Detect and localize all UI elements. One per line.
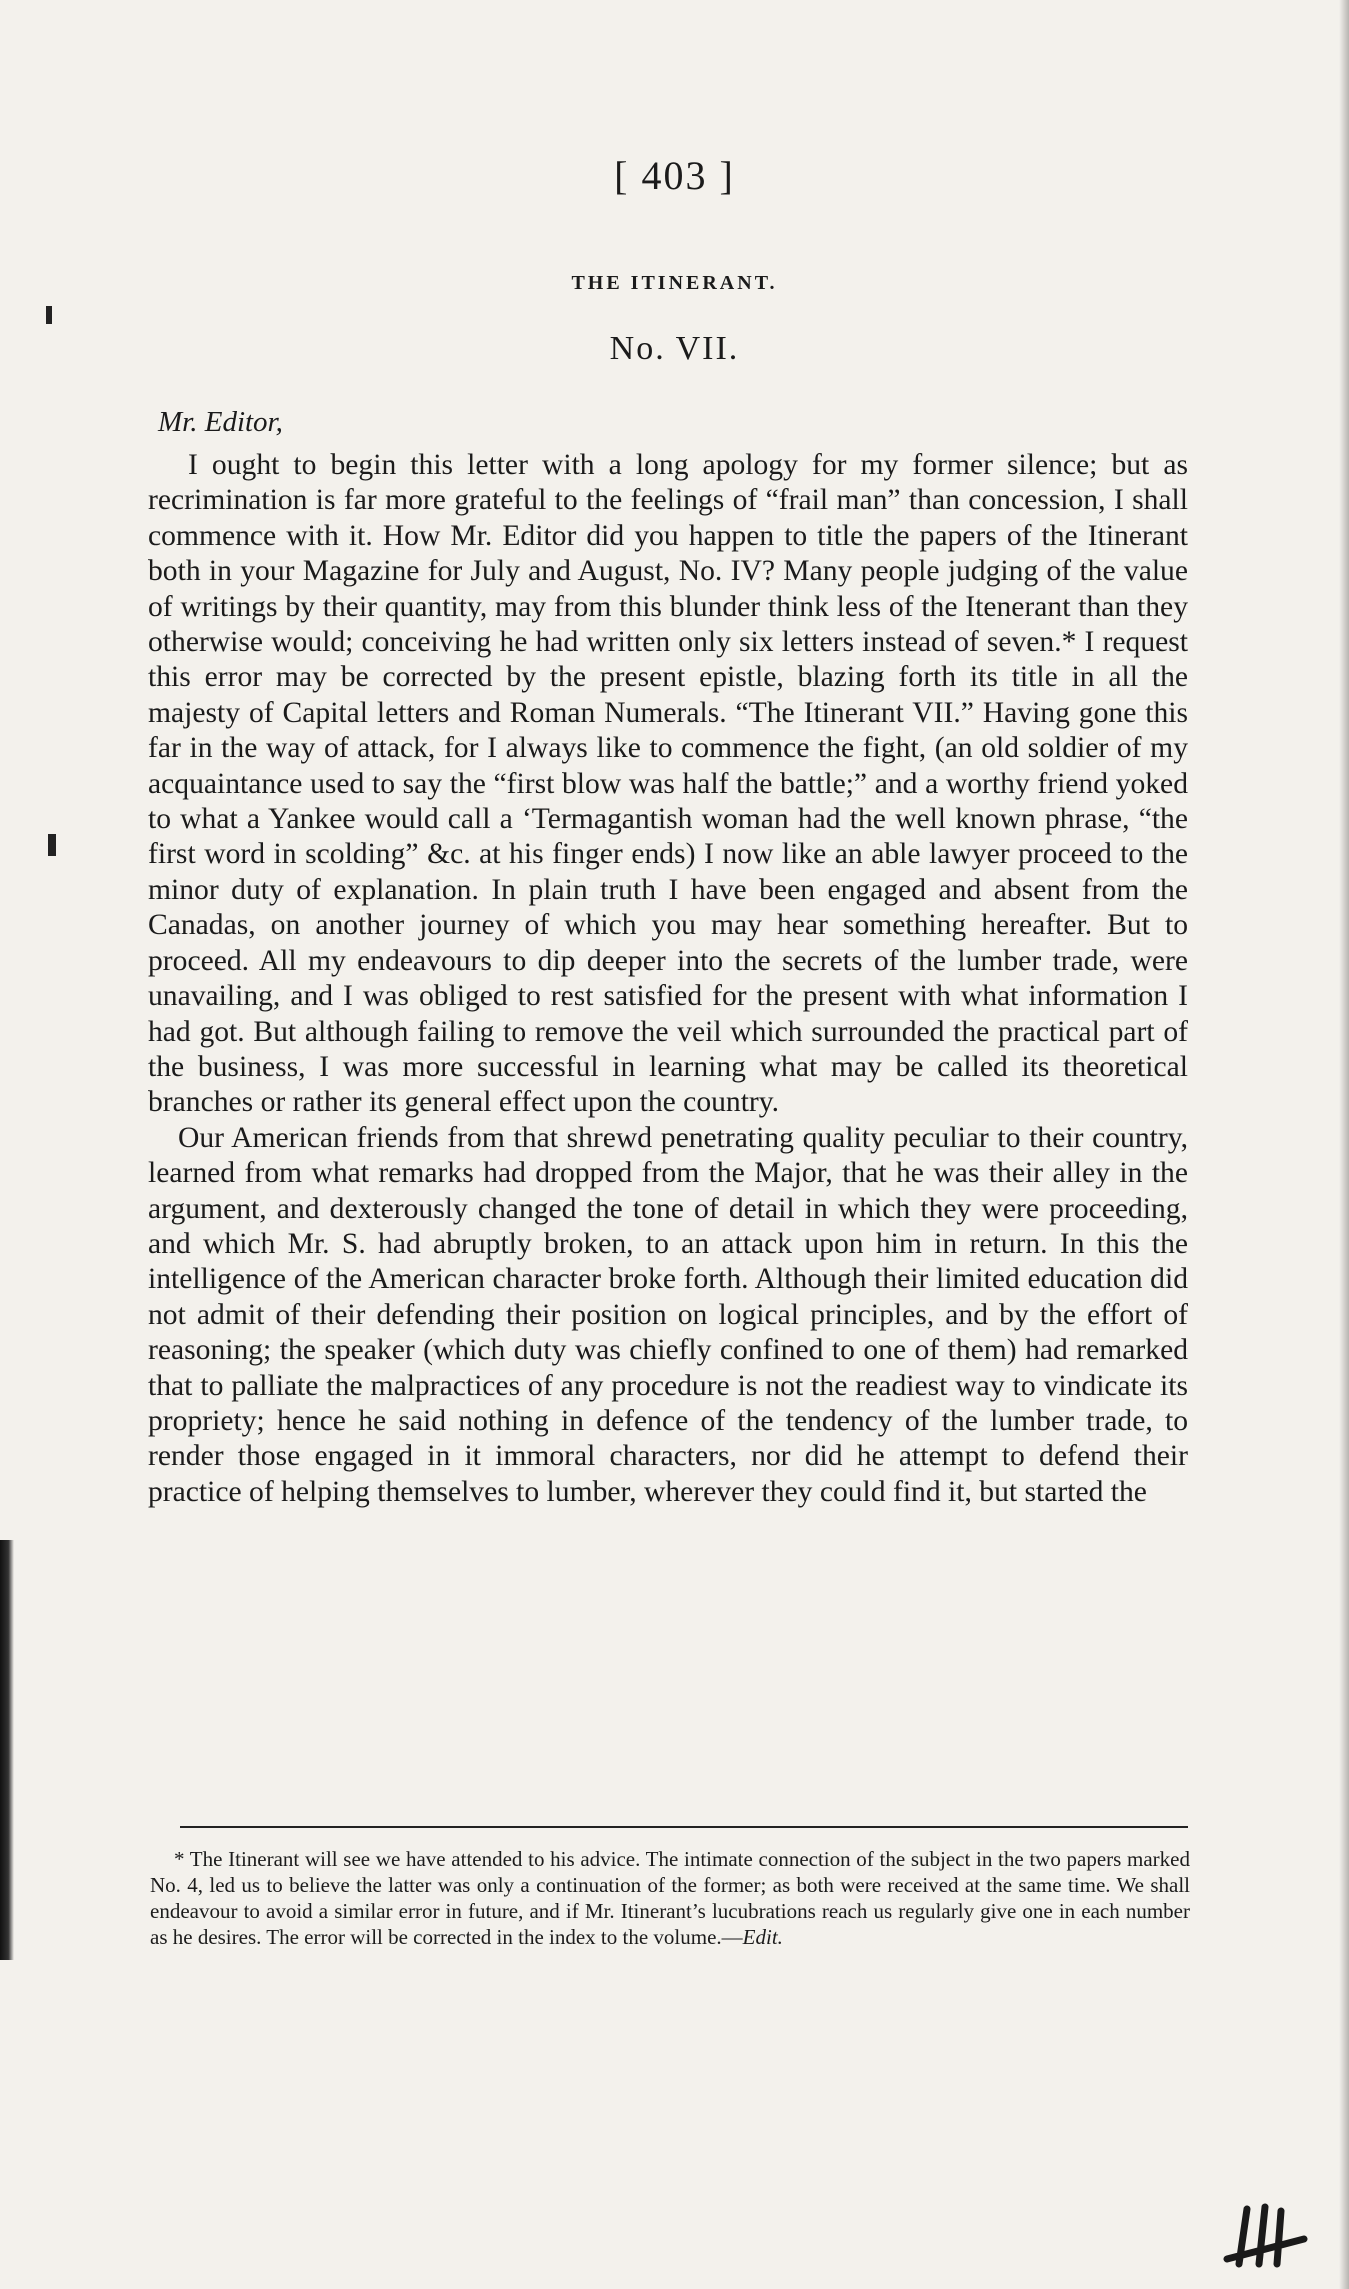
print-speck	[48, 834, 56, 856]
salutation: Mr. Editor,	[158, 406, 283, 438]
section-title: THE ITINERANT.	[571, 272, 778, 294]
article-paragraph: I ought to begin this letter with a long apology for my former silence; but as recrimination is far more grateful to the feelings of “frail man” than concession, I shall commence with it. How Mr. Editor did you happen to title the papers of the Itinerant both in your Magazine for July and August, No. IV? Many people judging of the value of writings by their quantity, may from this blunder think less of the Itenerant than they otherwise would; conceiving he had written only six letters instead of seven.* I request this error may be corrected by the present epistle, blazing forth its title in all the majesty of Capital letters and Roman Numerals. “The Itinerant VII.” Having gone this far in the way of attack, for I always like to commence the fight, (an old soldier of my acquaintance used to say the “first blow was half the battle;” and a worthy friend yoked to what a Yankee would call a ‘Termagantish woman had the well known phrase, “the first word in scolding” &c. at his finger ends) I now like an able lawyer proceed to the minor duty of explanation. In plain truth I have been engaged and absent from the Canadas, on another journey of which you may hear something hereafter. But to proceed. All my endeavours to dip deeper into the secrets of the lumber trade, were unavailing, and I was obliged to rest satisfied for the present with what information I had got. But although failing to remove the veil which surrounded the practical part of the business, I was more successful in learning what may be called its theoretical branches or rather its general effect upon the country.	[148, 449, 1188, 1119]
footnote-rule	[180, 1826, 1188, 1828]
print-speck	[46, 306, 52, 324]
number-heading: No. VII.	[609, 330, 740, 367]
footnote-signature: Edit.	[742, 1925, 783, 1949]
footnote-text: * The Itinerant will see we have attended to his advice. The intimate connection of the subject in the two papers marked No. 4, led us to believe the latter was only a continuation of the former; as both were received at the same time. We shall endeavour to avoid a similar error in future, and if Mr. Itinerant’s lucubrations reach us regularly give one in each number as he desires. The error will be corrected in the index to the volume.—	[150, 1847, 1190, 1949]
article-body	[148, 448, 1188, 1510]
page-number: [ 403 ]	[614, 153, 735, 198]
page-binding-shadow	[0, 1540, 14, 1960]
footnote	[150, 1846, 1190, 1950]
article-paragraph: Our American friends from that shrewd penetrating quality peculiar to their country, learned from what remarks had dropped from the Major, that he was their alley in the argument, and dexterously changed the tone of detail in which they were proceeding, and which Mr. S. had abruptly broken, to an attack upon him in return. In this the intelligence of the American character broke forth. Although their limited education did not admit of their defending their position on logical principles, and by the effort of reasoning; the speaker (which duty was chiefly confined to one of them) had remarked that to palliate the malpractices of any procedure is not the readiest way to vindicate its propriety; hence he said nothing in defence of the tendency of the lumber trade, to render those engaged in it immoral characters, nor did he attempt to defend their practice of helping themselves to lumber, wherever they could find it, but started the	[148, 1121, 1188, 1508]
ink-mark-icon	[1219, 2199, 1309, 2269]
